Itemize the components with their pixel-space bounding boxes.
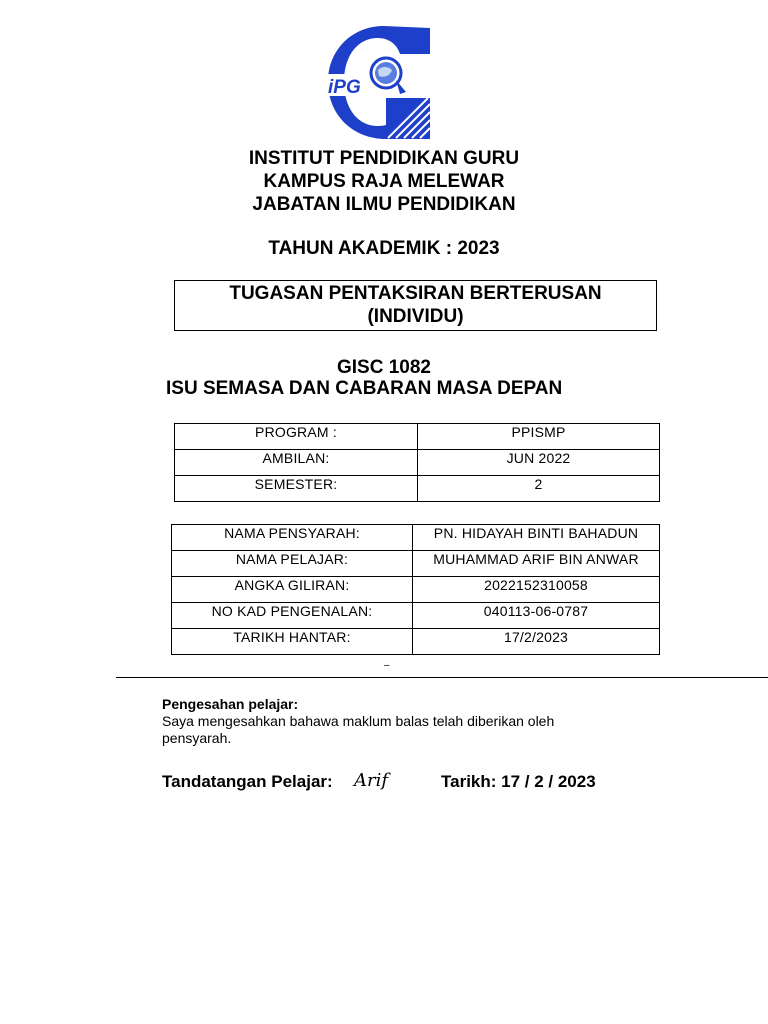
horizontal-divider [116,677,768,678]
course-code: GISC 1082 [337,357,431,378]
student-name-value: MUHAMMAD ARIF BIN ANWAR [413,551,660,577]
table-row [172,629,660,655]
intake-value: JUN 2022 [418,450,660,476]
course-title: ISU SEMASA DAN CABARAN MASA DEPAN [166,378,563,399]
table-row [172,551,660,577]
task-title-line1: TUGASAN PENTAKSIRAN BERTERUSAN [229,283,602,304]
student-name-label: NAMA PELAJAR: [172,551,413,577]
lecturer-label: NAMA PENSYARAH: [172,525,413,551]
logo-text: iPG [328,77,361,98]
program-value: PPISMP [418,424,660,450]
task-title-line2: (INDIVIDU) [367,306,464,327]
student-table [171,524,660,655]
signature-label: Tandatangan Pelajar: [162,772,333,791]
table-row [175,450,660,476]
institute-name: INSTITUT PENDIDIKAN GURU [248,148,520,169]
semester-value: 2 [418,476,660,502]
confirmation-title: Pengesahan pelajar: [162,696,299,712]
index-number-label: ANGKA GILIRAN: [172,577,413,603]
index-number-value: 2022152310058 [413,577,660,603]
ipg-logo-graphic [326,26,432,139]
table-row [172,603,660,629]
submission-date-value: 17/2/2023 [413,629,660,655]
ic-number-label: NO KAD PENGENALAN: [172,603,413,629]
submission-date-label: TARIKH HANTAR: [172,629,413,655]
semester-label: SEMESTER: [175,476,418,502]
program-label: PROGRAM : [175,424,418,450]
table-row [172,577,660,603]
table-row [175,476,660,502]
ipg-logo [326,26,432,139]
table-row [172,525,660,551]
lecturer-value: PN. HIDAYAH BINTI BAHADUN [413,525,660,551]
table-row [175,424,660,450]
intake-label: AMBILAN: [175,450,418,476]
academic-year: TAHUN AKADEMIK : 2023 [268,238,500,259]
task-title-box [174,280,657,331]
program-table [174,423,660,502]
ic-number-value: 040113-06-0787 [413,603,660,629]
signature-value: Arif [354,770,389,791]
campus-name: KAMPUS RAJA MELEWAR [263,171,505,192]
confirmation-text: Saya mengesahkan bahawa maklum balas telah diberikan oleh pensyarah. [162,713,555,746]
signature-date: Tarikh: 17 / 2 / 2023 [441,772,596,791]
separator-mark: – [384,660,390,671]
department-name: JABATAN ILMU PENDIDIKAN [252,194,516,215]
